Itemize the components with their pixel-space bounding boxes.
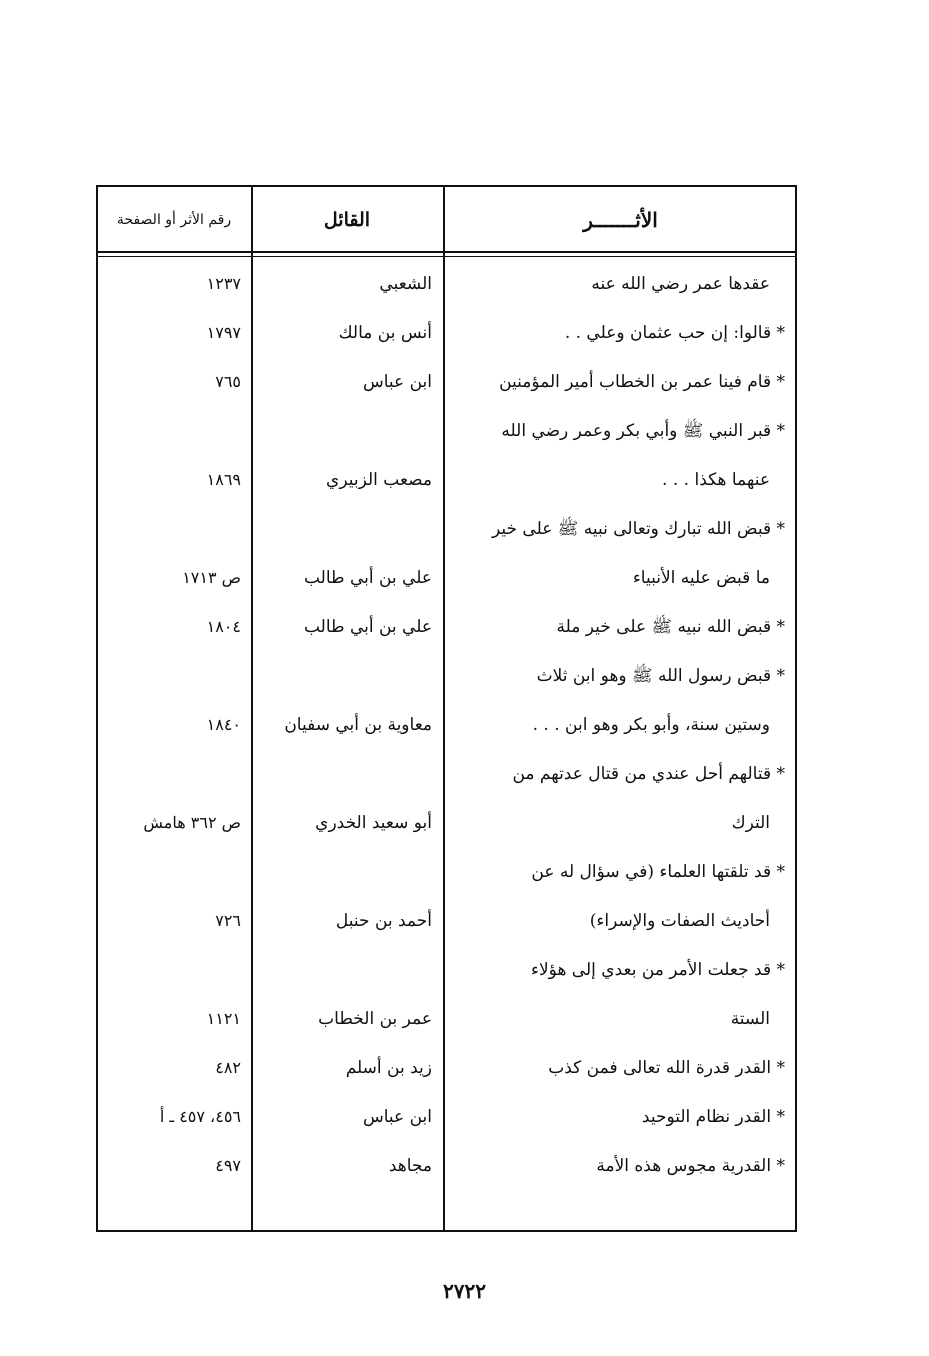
cell-ref	[98, 947, 241, 993]
cell-athar: * قد جعلت الأمر من بعدي إلى هؤلاء	[530, 960, 785, 980]
cell-qail: أحمد بن حنبل	[335, 911, 432, 931]
cell-athar: * قام فينا عمر بن الخطاب أمير المؤمنين	[499, 372, 785, 392]
header-athar: الأثـــــــر	[583, 208, 658, 232]
cell-qail: مصعب الزبيري	[326, 470, 432, 490]
cell-athar: * قتالهم أحل عندي من قتال عدتهم من	[512, 764, 785, 784]
cell-qail	[252, 751, 432, 797]
table-row	[98, 261, 795, 307]
table-row	[98, 604, 795, 650]
cell-ref: ١٧٩٧	[206, 323, 241, 342]
header-qail: القائل	[323, 209, 371, 231]
cell-athar: * القدر قدرة الله تعالى فمن كذب	[548, 1058, 785, 1078]
cell-ref: ٤٥٦، ٤٥٧ ـ أ	[159, 1107, 241, 1126]
cell-ref	[98, 653, 241, 699]
cell-qail: الشعبي	[379, 274, 432, 294]
cell-qail: عمر بن الخطاب	[318, 1009, 432, 1029]
cell-ref: ص ٣٦٢ هامش	[143, 813, 241, 832]
cell-athar: وستين سنة، وأبو بكر وهو ابن . . .	[532, 715, 770, 735]
cell-ref: ٧٢٦	[215, 911, 241, 930]
index-table	[96, 185, 797, 1232]
cell-ref: ص ١٧١٣	[182, 568, 241, 587]
table-row	[98, 457, 795, 503]
table-row	[98, 653, 795, 699]
cell-athar: * قبض رسول الله ﷺ وهو ابن ثلاث	[536, 666, 785, 686]
cell-athar: * قبر النبي ﷺ وأبي بكر وعمر رضي الله	[501, 421, 785, 441]
cell-ref: ١١٢١	[206, 1009, 241, 1028]
table-row	[98, 506, 795, 552]
page-number: ٢٧٢٢	[443, 1279, 486, 1303]
cell-athar: * القدرية مجوس هذه الأمة	[596, 1156, 785, 1176]
header-divider	[98, 251, 795, 253]
table-row	[98, 996, 795, 1042]
cell-qail	[252, 506, 432, 552]
table-row	[98, 751, 795, 797]
cell-ref	[98, 849, 241, 895]
table-row	[98, 849, 795, 895]
cell-qail: علي بن أبي طالب	[303, 568, 432, 588]
cell-qail: ابن عباس	[362, 372, 432, 392]
table-row	[98, 408, 795, 454]
table-row	[98, 1094, 795, 1140]
table-row	[98, 1045, 795, 1091]
cell-qail: مجاهد	[388, 1156, 432, 1176]
cell-qail: أنس بن مالك	[338, 323, 432, 343]
table-row	[98, 555, 795, 601]
cell-ref: ٧٦٥	[215, 372, 241, 391]
cell-qail: زيد بن أسلم	[345, 1058, 432, 1078]
cell-ref: ٤٨٢	[215, 1058, 241, 1077]
cell-ref: ١٨٦٩	[206, 470, 241, 489]
cell-ref: ١٢٣٧	[206, 274, 241, 293]
cell-qail: علي بن أبي طالب	[303, 617, 432, 637]
cell-ref: ١٨٤٠	[206, 715, 241, 734]
cell-qail	[252, 947, 432, 993]
cell-athar: أحاديث الصفات والإسراء)	[589, 911, 770, 931]
cell-athar: الستة	[730, 1009, 770, 1029]
cell-qail	[252, 653, 432, 699]
cell-ref	[98, 408, 241, 454]
cell-athar: * قبض الله تبارك وتعالى نبيه ﷺ على خير	[492, 519, 785, 539]
cell-athar: ما قبض عليه الأنبياء	[632, 568, 770, 588]
header-divider-inner	[98, 256, 795, 257]
cell-ref: ٤٩٧	[215, 1156, 241, 1175]
cell-athar: * قد تلقتها العلماء (في سؤال له عن	[531, 862, 785, 882]
table-row	[98, 702, 795, 748]
table-row	[98, 800, 795, 846]
table-row	[98, 310, 795, 356]
cell-qail: ابن عباس	[362, 1107, 432, 1127]
cell-athar: * القدر نظام التوحيد	[641, 1107, 785, 1127]
cell-qail	[252, 408, 432, 454]
cell-qail	[252, 849, 432, 895]
cell-athar: * قبض الله نبيه ﷺ على خير ملة	[556, 617, 785, 637]
header-ref: رقم الأثر أو الصفحة	[116, 212, 232, 228]
table-row	[98, 898, 795, 944]
table-row	[98, 359, 795, 405]
cell-athar: الترك	[731, 813, 770, 833]
cell-ref	[98, 506, 241, 552]
cell-qail: أبو سعيد الخدري	[315, 813, 432, 833]
table-row	[98, 1143, 795, 1189]
cell-athar: عقدها عمر رضي الله عنه	[591, 274, 770, 294]
cell-ref: ١٨٠٤	[206, 617, 241, 636]
table-row	[98, 947, 795, 993]
cell-qail: معاوية بن أبي سفيان	[284, 715, 432, 735]
cell-ref	[98, 751, 241, 797]
cell-athar: عنهما هكذا . . .	[662, 470, 770, 490]
cell-athar: * قالوا: إن حب عثمان وعلي . .	[564, 323, 785, 343]
